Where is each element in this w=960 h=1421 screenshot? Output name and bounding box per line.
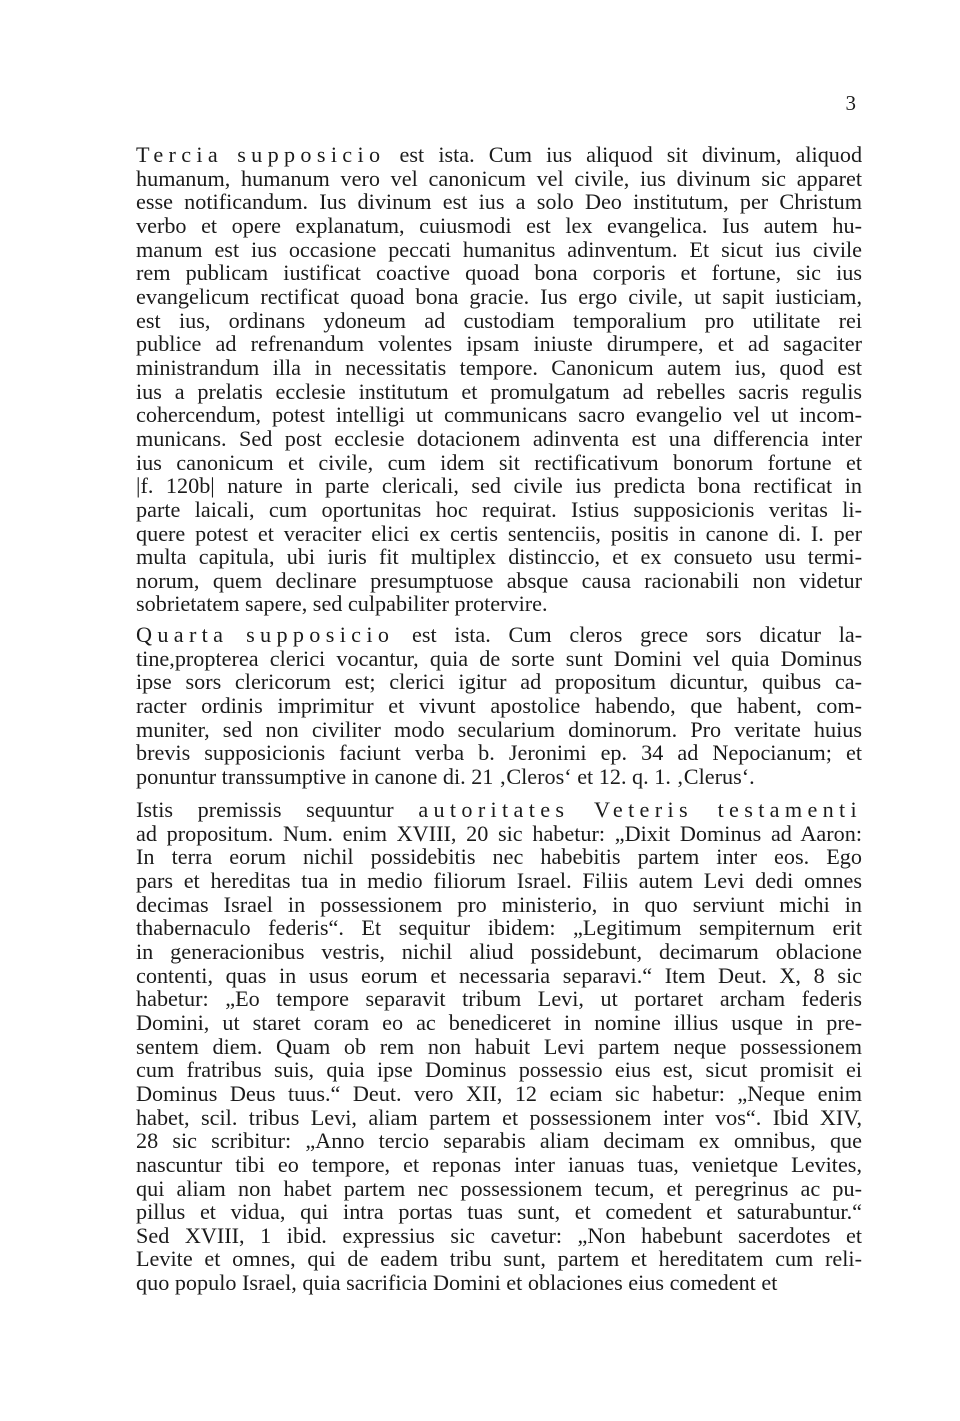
text-line: habet, scil. tribus Levi, aliam partem et possessionem inter vos“. Ibid XIV, [136, 1104, 862, 1130]
text-line: humanum, humanum vero vel canonicum vel civile, ius divinum sic apparet [136, 165, 862, 191]
text-line: ipse sors clericorum est; clerici igitur ad propositum dicuntur, quibus ca- [136, 669, 862, 695]
text-line: cohercendum, potest intelligi ut communicans sacro evangelio vel ut incom- [136, 402, 862, 428]
paragraph-tercia-supposicio [106, 143, 862, 616]
text-line: In terra eorum nichil possidebitis nec habebitis partem inter eos. Ego [136, 844, 862, 870]
text-line: decimas Israel in possessionem pro ministerio, in quo serviunt michi in [136, 891, 862, 917]
text-line: pars et hereditas tua in medio filiorum Israel. Filiis autem Levi dedi omnes [136, 867, 862, 893]
text-line: racter ordinis imprimitur et vivunt apostolice habendo, que habent, com- [136, 692, 862, 718]
text-line: sobrietatem sapere, sed culpabiliter protervire. [136, 591, 548, 617]
text-line: quo populo Israel, quia sacrificia Domini et oblaciones eius comedent et [136, 1270, 778, 1296]
text-line: publice ad refrenandum volentes ipsam iniuste dirumpere, et ad sagaciter [136, 331, 862, 357]
text-line: pillus et vidua, qui intra portas tuas sunt, et comedent et saturabuntur.“ [136, 1199, 862, 1225]
text-line: ius a prelatis ecclesie institutum et promulgatum ad rebelles sacris regulis [136, 378, 862, 404]
text-line: cum fratribus suis, quia ipse Dominus possessio eius est, sicut promisit ei [136, 1057, 862, 1083]
text-line: Domini, ut staret coram eo ac benediceret in nomine illius usque in pre- [136, 1009, 862, 1035]
text-line: Istis premissis sequuntur autoritates Veteris testamenti [136, 797, 863, 822]
text-line: 28 sic scribitur: „Anno tercio separabis aliam decimam ex omnibus, que [136, 1128, 862, 1154]
text-line: sentem diem. Quam ob rem non habuit Levi partem neque possessionem [136, 1033, 862, 1059]
text-line: municans. Sed post ecclesie dotacionem adinventa est una differencia inter [136, 425, 862, 451]
text-line: Levite et omnes, qui de eadem tribu sunt, partem et hereditatem cum reli- [136, 1246, 862, 1272]
page-number: 3 [845, 91, 856, 115]
paragraph-autoritates [106, 798, 862, 1295]
text-line: multa capitula, ubi iuris fit multiplex distinccio, et ex consueto usu termi- [136, 544, 862, 570]
text-line: quere potest et veraciter elici ex certis sentenciis, positis in canone di. I. per [136, 520, 862, 546]
text-line: rem publicam iustificat coactive quoad bona corporis et fortune, sic ius [136, 260, 862, 286]
text-line: |f. 120b| nature in parte clericali, sed civile ius predicta bona rectificat in [136, 473, 862, 499]
text-line: Quarta supposicio est ista. Cum cleros grece sors dicatur la- [136, 622, 863, 647]
text-line: est ius, ordinans ydoneum ad custodiam temporalium pro utilitate rei [136, 307, 862, 333]
text-line: habetur: „Eo tempore separavit tribum Levi, ut portaret archam federis [136, 986, 862, 1012]
text-line: muniter, sed non civiliter modo secularium dominorum. Pro veritate huius [136, 716, 862, 742]
text-line: ad propositum. Num. enim XVIII, 20 sic habetur: „Dixit Dominus ad Aaron: [136, 820, 862, 846]
text-line: Dominus Deus tuus.“ Deut. vero XII, 12 eciam sic habetur: „Neque enim [136, 1080, 862, 1106]
text-line: esse notificandum. Ius divinum est ius a solo Deo institutum, per Christum [136, 189, 862, 215]
text-line: parte laicali, cum oportunitas hoc requirat. Istius supposicionis veritas li- [136, 496, 862, 522]
text-line: qui aliam non habet partem nec possessionem tecum, et peregrinus ac pu- [136, 1175, 862, 1201]
text-line: thabernaculo federis“. Et sequitur ibidem: „Legitimum sempiternum erit [136, 915, 862, 941]
text-line: ponuntur transsumptive in canone di. 21 ‚Cleros‘ et 12. q. 1. ‚Clerus‘. [136, 763, 755, 789]
text-line: verbo et opere explanatum, cuiusmodi est lex evangelica. Ius autem hu- [136, 212, 862, 238]
text-line: nascuntur tibi eo tempore, et reponas inter ianuas tuas, venietque Levites, [136, 1151, 862, 1177]
text-line: evangelicum rectificat quoad bona gracie. Ius ergo civile, ut sapit iusticiam, [136, 283, 862, 309]
text-line: contenti, quas in usus eorum et necessaria separavi.“ Item Deut. X, 8 sic [136, 962, 862, 988]
text-line: norum, quem declinare presumptuose absque causa racionabili non videtur [136, 567, 862, 593]
text-line: in generacionibus vestris, nichil aliud possidebunt, decimarum oblacione [136, 938, 862, 964]
paragraph-quarta-supposicio [106, 623, 862, 789]
text-line: ius canonicum et civile, cum idem sit rectificativum bonorum fortune et [136, 449, 862, 475]
text-line: ministrandum illa in necessitatis tempore. Canonicum autem ius, quod est [136, 354, 862, 380]
text-line: tine,propterea clerici vocantur, quia de sorte sunt Domini vel quia Dominus [136, 645, 862, 671]
text-line: Sed XVIII, 1 ibid. expressius sic cavetur: „Non habebunt sacerdotes et [136, 1222, 862, 1248]
text-line: Tercia supposicio est ista. Cum ius aliquod sit divinum, aliquod [136, 142, 863, 167]
text-line: manum est ius occasione peccati humanitus adinventum. Et sicut ius civile [136, 236, 862, 262]
text-line: brevis supposicionis faciunt verba b. Jeronimi ep. 34 ad Nepocianum; et [136, 740, 862, 766]
